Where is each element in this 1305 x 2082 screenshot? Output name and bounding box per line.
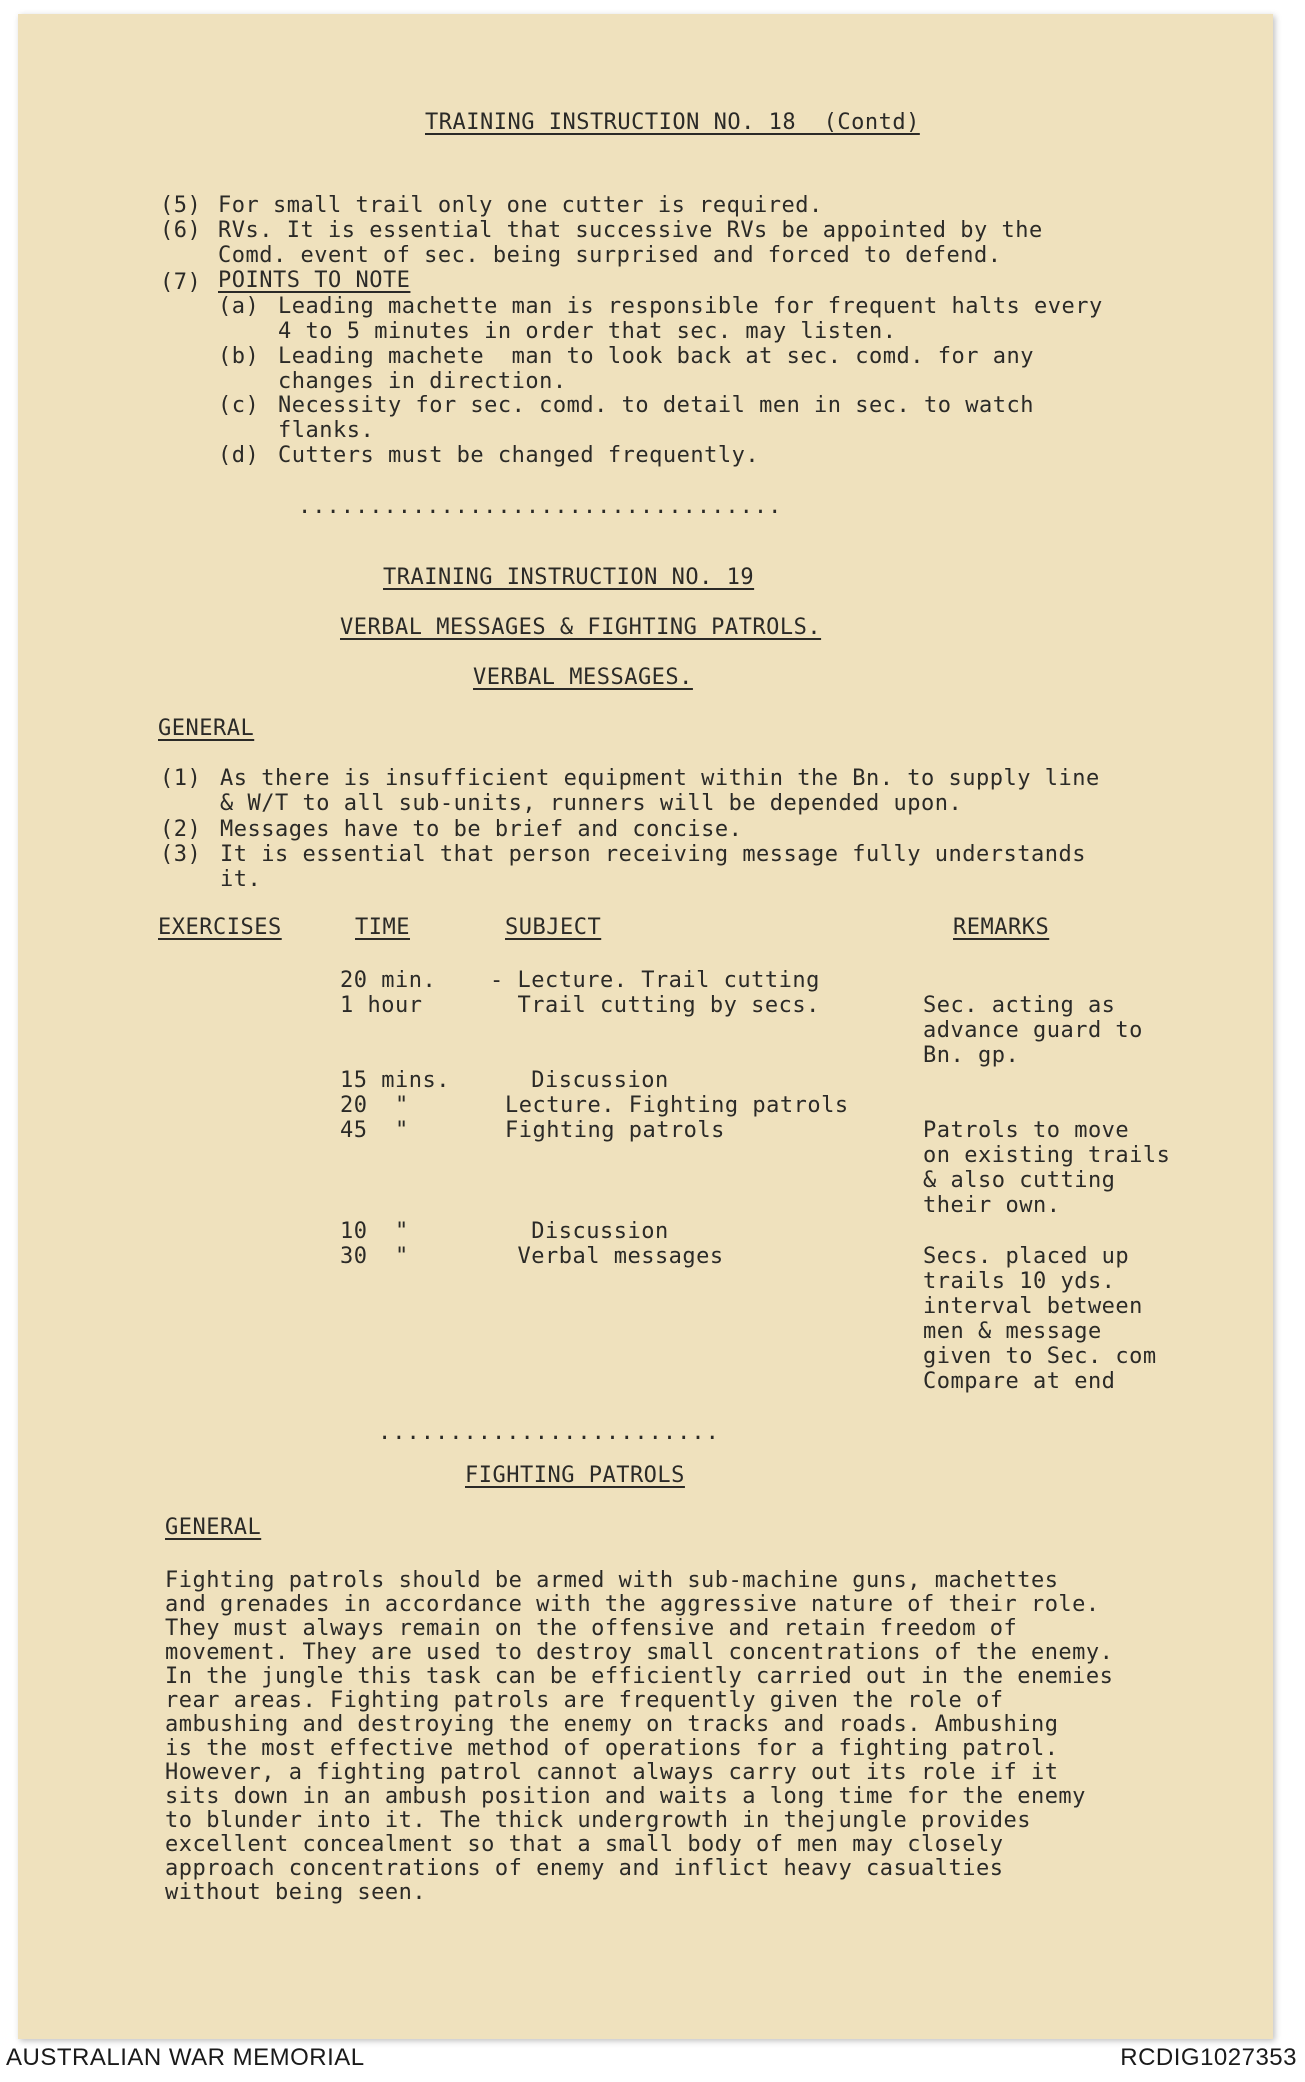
column-header-subject: SUBJECT: [505, 915, 602, 940]
verbal-messages-heading: VERBAL MESSAGES.: [473, 665, 693, 690]
point-text: flanks.: [278, 418, 375, 443]
point-number: (d): [218, 443, 260, 468]
row-subject: Discussion: [490, 1068, 669, 1093]
general-item-text: & W/T to all sub-units, runners will be depended upon.: [220, 791, 963, 816]
row-remarks: on existing trails: [923, 1143, 1171, 1168]
point-text: Necessity for sec. comd. to detail men in sec. to watch: [278, 393, 1034, 418]
row-time: 45 ": [340, 1118, 409, 1143]
points-to-note-heading: POINTS TO NOTE: [218, 268, 411, 293]
general-heading: GENERAL: [165, 1515, 262, 1540]
column-header-time: TIME: [355, 915, 410, 940]
row-time: 10 ": [340, 1219, 409, 1244]
row-remarks: advance guard to: [923, 1018, 1143, 1043]
row-time: 1 hour: [340, 993, 423, 1018]
footer-record-id: RCDIG1027353: [1120, 2044, 1297, 2071]
row-subject: Verbal messages: [490, 1244, 724, 1269]
list-item-number: (6): [160, 218, 202, 243]
paragraph-line: ambushing and destroying the enemy on tracks and roads. Ambushing: [165, 1712, 1059, 1737]
point-text: Leading machette man is responsible for frequent halts every: [278, 294, 1103, 319]
row-time: 20 ": [340, 1093, 409, 1118]
row-subject: Lecture. Fighting patrols: [505, 1093, 849, 1118]
general-item-number: (3): [160, 842, 202, 867]
row-remarks: interval between: [923, 1294, 1143, 1319]
row-remarks: & also cutting: [923, 1168, 1116, 1193]
page-header: TRAINING INSTRUCTION NO. 18 (Contd): [425, 110, 920, 135]
general-item-number: (1): [160, 766, 202, 791]
point-number: (a): [218, 294, 260, 319]
row-subject: Discussion: [490, 1219, 669, 1244]
ti19-title: TRAINING INSTRUCTION NO. 19: [383, 565, 755, 590]
paragraph-line: excellent concealment so that a small body of men may closely: [165, 1832, 1004, 1857]
fighting-patrols-heading: FIGHTING PATROLS: [465, 1463, 685, 1488]
general-item-text: As there is insufficient equipment within the Bn. to supply line: [220, 766, 1100, 791]
list-item-number: (5): [160, 193, 202, 218]
paragraph-line: However, a fighting patrol cannot always carry out its role if it: [165, 1760, 1059, 1785]
paragraph-line: approach concentrations of enemy and inflict heavy casualties: [165, 1856, 1004, 1881]
row-time: 20 min.: [340, 968, 437, 993]
row-time: 30 ": [340, 1244, 409, 1269]
paragraph-line: rear areas. Fighting patrols are frequently given the role of: [165, 1688, 1004, 1713]
paragraph-line: to blunder into it. The thick undergrowth in thejungle provides: [165, 1808, 1031, 1833]
list-item-text: For small trail only one cutter is required.: [218, 193, 823, 218]
row-subject: - Lecture. Trail cutting: [490, 968, 820, 993]
dotted-separator: ..................................: [298, 494, 783, 519]
point-text: Cutters must be changed frequently.: [278, 443, 760, 468]
ti19-subtitle: VERBAL MESSAGES & FIGHTING PATROLS.: [340, 615, 822, 640]
column-header-remarks: REMARKS: [953, 915, 1050, 940]
column-header-exercises: EXERCISES: [158, 915, 282, 940]
paragraph-line: In the jungle this task can be efficiently carried out in the enemies: [165, 1664, 1114, 1689]
row-subject: Trail cutting by secs.: [490, 993, 820, 1018]
paragraph-line: They must always remain on the offensive and retain freedom of: [165, 1616, 1018, 1641]
paragraph-line: is the most effective method of operations for a fighting patrol.: [165, 1736, 1059, 1761]
general-heading: GENERAL: [158, 716, 255, 741]
row-subject: Fighting patrols: [505, 1118, 725, 1143]
list-item-number: (7): [160, 270, 202, 295]
general-item-text: it.: [220, 867, 262, 892]
paragraph-line: movement. They are used to destroy small concentrations of the enemy.: [165, 1640, 1114, 1665]
row-remarks: Compare at end: [923, 1369, 1116, 1394]
list-item-text: RVs. It is essential that successive RVs be appointed by the: [218, 218, 1043, 243]
paragraph-line: without being seen.: [165, 1880, 427, 1905]
general-item-text: It is essential that person receiving message fully understands: [220, 842, 1086, 867]
paragraph-line: sits down in an ambush position and waits a long time for the enemy: [165, 1784, 1086, 1809]
paragraph-line: and grenades in accordance with the aggressive nature of their role.: [165, 1592, 1100, 1617]
general-item-number: (2): [160, 817, 202, 842]
row-time: 15 mins.: [340, 1068, 450, 1093]
dotted-separator: ........................: [378, 1420, 720, 1445]
footer-source: AUSTRALIAN WAR MEMORIAL: [6, 2044, 365, 2071]
point-number: (c): [218, 393, 260, 418]
row-remarks: their own.: [923, 1193, 1061, 1218]
row-remarks: men & message: [923, 1319, 1102, 1344]
point-text: Leading machete man to look back at sec. comd. for any: [278, 344, 1034, 369]
point-text: 4 to 5 minutes in order that sec. may listen.: [278, 319, 897, 344]
point-text: changes in direction.: [278, 369, 567, 394]
paragraph-line: Fighting patrols should be armed with sub-machine guns, machettes: [165, 1568, 1059, 1593]
row-remarks: given to Sec. com: [923, 1344, 1157, 1369]
row-remarks: trails 10 yds.: [923, 1269, 1116, 1294]
row-remarks: Sec. acting as: [923, 993, 1116, 1018]
list-item-text: Comd. event of sec. being surprised and forced to defend.: [218, 243, 1002, 268]
point-number: (b): [218, 344, 260, 369]
row-remarks: Secs. placed up: [923, 1244, 1130, 1269]
row-remarks: Bn. gp.: [923, 1043, 1020, 1068]
general-item-text: Messages have to be brief and concise.: [220, 817, 743, 842]
row-remarks: Patrols to move: [923, 1118, 1130, 1143]
